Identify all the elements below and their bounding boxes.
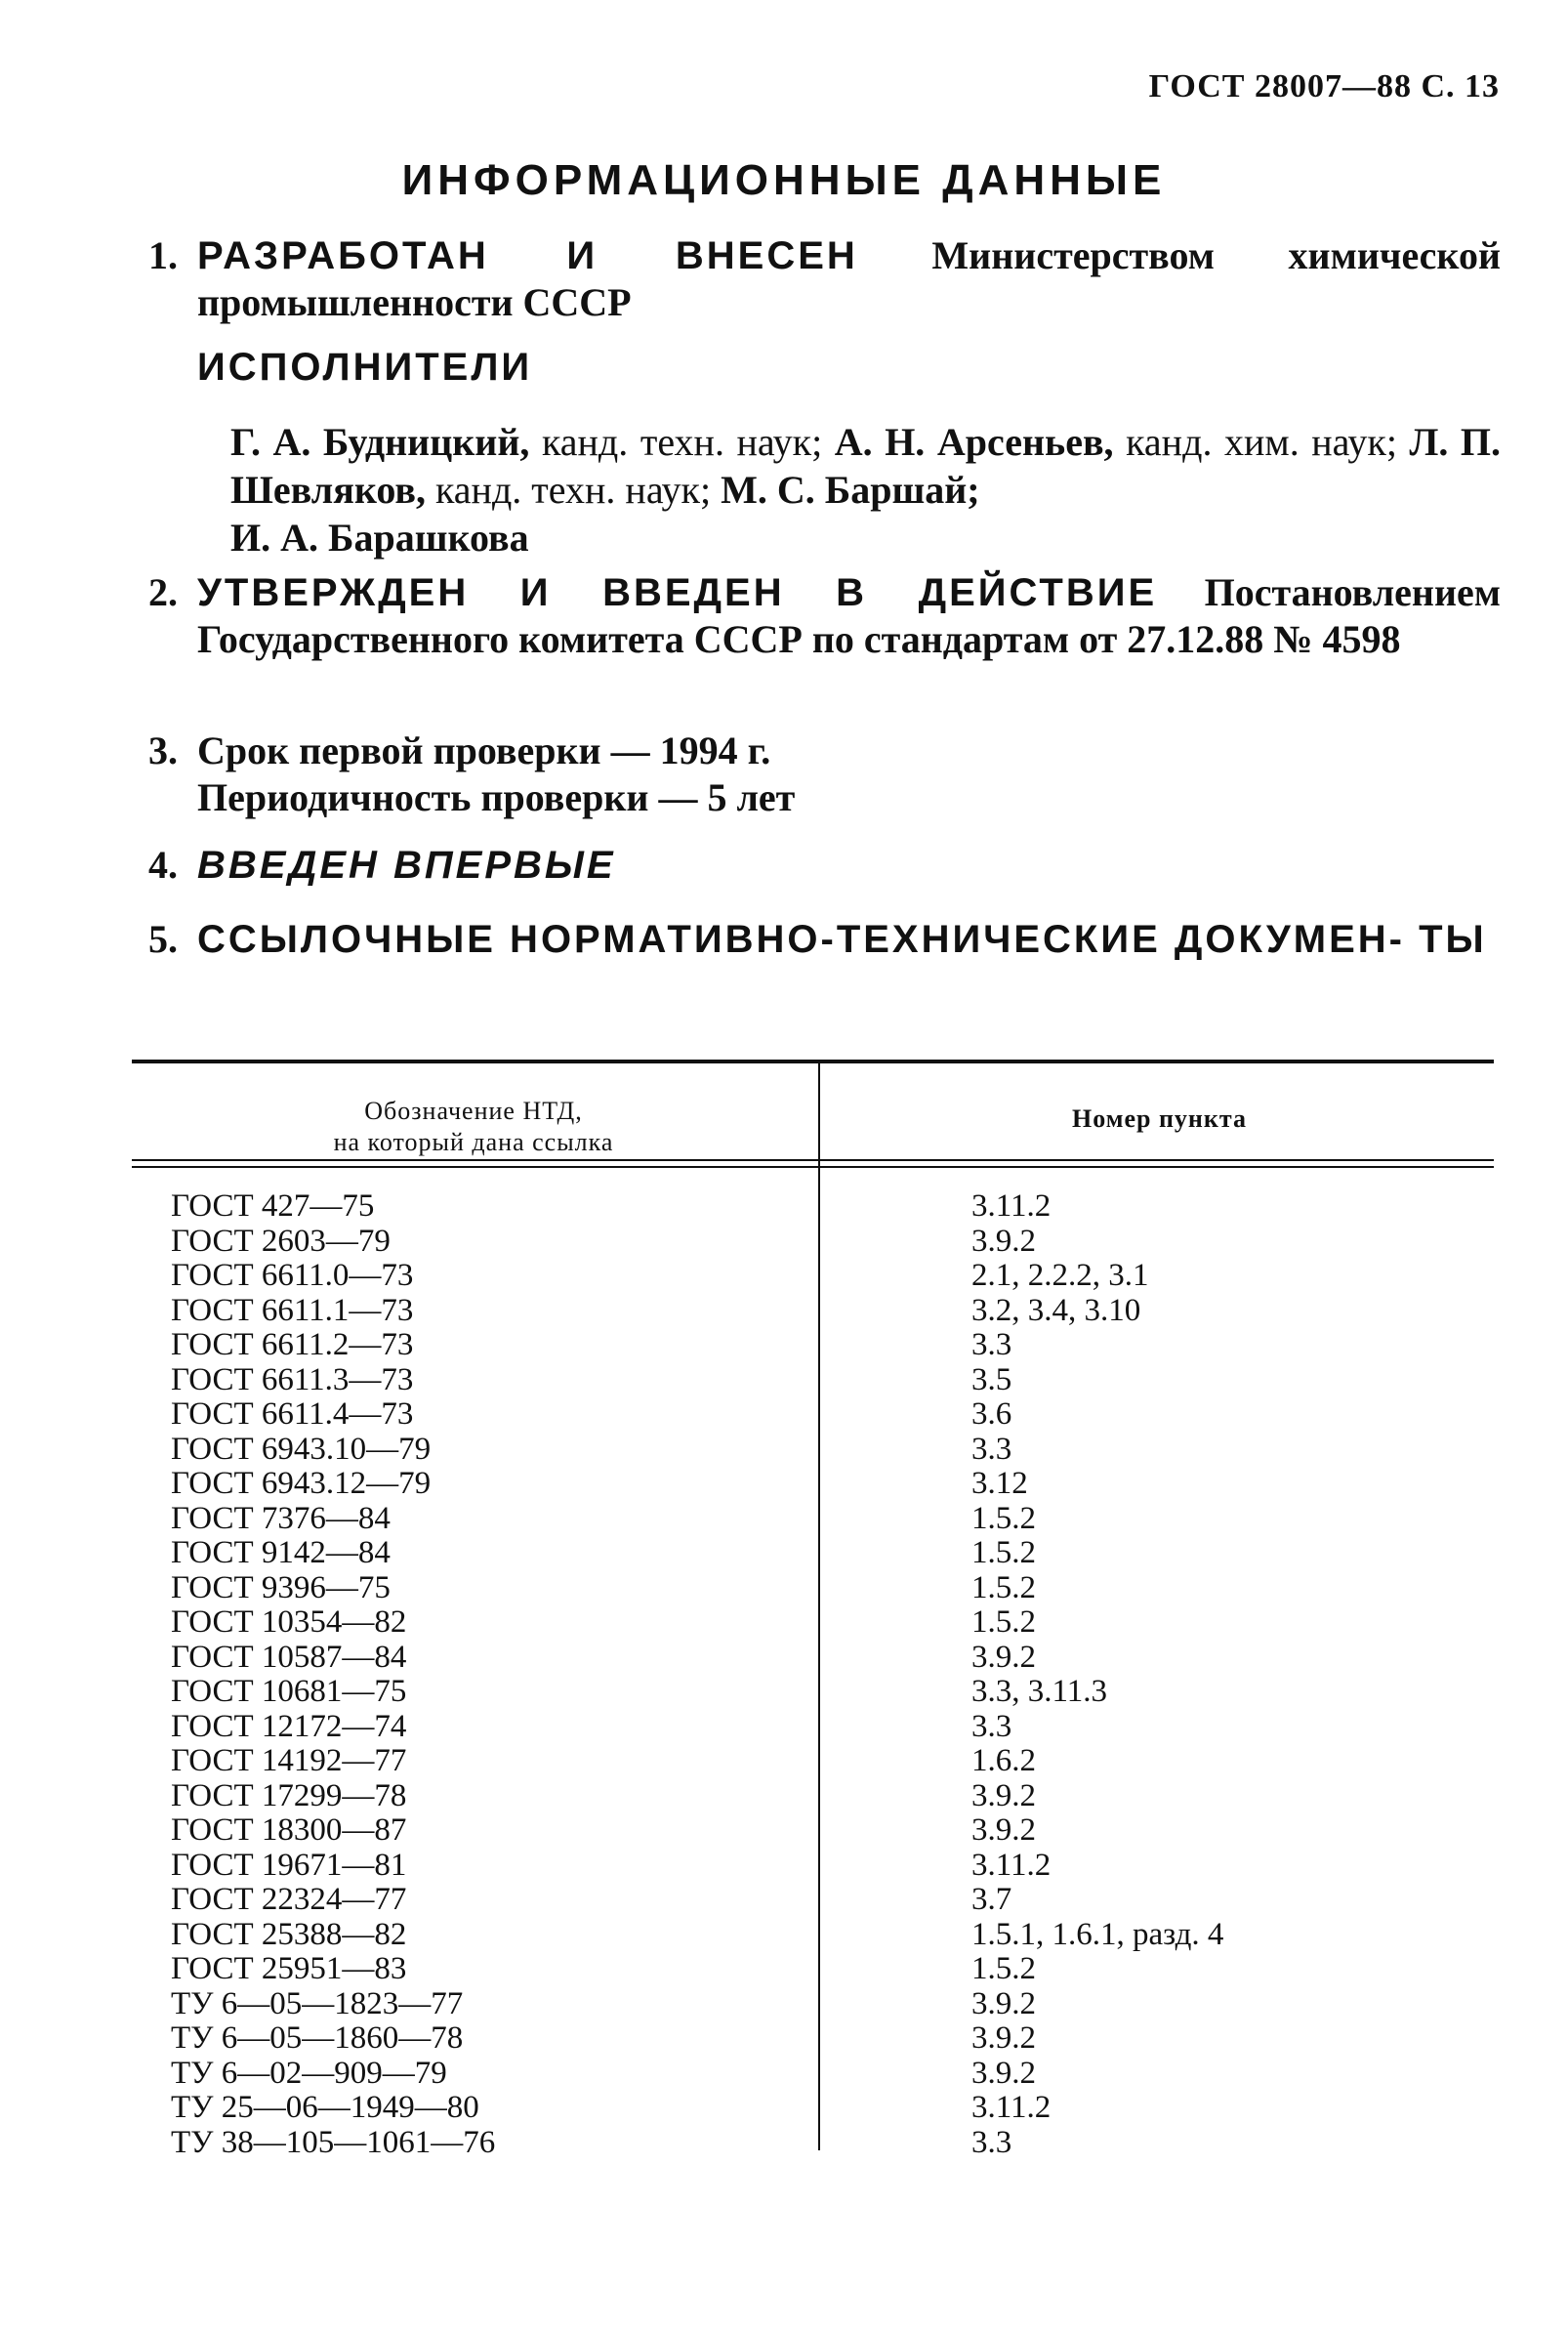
table-row-document: ГОСТ 10587—84 xyxy=(171,1639,407,1675)
table-row-document: ГОСТ 19671—81 xyxy=(171,1847,407,1883)
table-header-document-line-2: на который дана ссылка xyxy=(333,1128,614,1156)
table-row-item: 3.3 xyxy=(971,1327,1012,1362)
table-row-document: ГОСТ 6611.0—73 xyxy=(171,1258,414,1293)
table-row-document: ГОСТ 25388—82 xyxy=(171,1916,407,1952)
table-row-document: ГОСТ 10354—82 xyxy=(171,1604,407,1640)
table-row-item: 3.9.2 xyxy=(971,2055,1036,2091)
table-row-item: 3.9.2 xyxy=(971,1639,1036,1675)
section-2-text xyxy=(197,569,1501,663)
executor-2-name: А. Н. Арсеньев, xyxy=(834,420,1114,464)
executors-list xyxy=(230,418,1501,562)
section-1-number: 1. xyxy=(148,233,178,277)
table-row-document: ГОСТ 6943.10—79 xyxy=(171,1431,432,1467)
section-5-text: ССЫЛОЧНЫЕ НОРМАТИВНО-ТЕХНИЧЕСКИЕ ДОКУМЕН- ТЫ xyxy=(197,918,1487,961)
table-row-item: 3.11.2 xyxy=(971,1188,1052,1224)
section-3-number: 3. xyxy=(148,728,178,772)
section-2-body: Постановлением Государственного комитета СССР по стандартам от 27.12.88 № 4598 xyxy=(197,570,1502,661)
table-row-item: 3.2, 3.4, 3.10 xyxy=(971,1292,1141,1328)
section-4-number: 4. xyxy=(148,843,178,887)
table-row-item: 3.3 xyxy=(971,2124,1012,2160)
executor-4-name: М. С. Баршай; xyxy=(721,468,980,512)
section-2-caps: УТВЕРЖДЕН И ВВЕДЕН В ДЕЙСТВИЕ xyxy=(197,571,1158,614)
table-row-item: 3.3, 3.11.3 xyxy=(971,1674,1108,1709)
table-column-items xyxy=(971,1189,1223,2160)
executors-heading: ИСПОЛНИТЕЛИ xyxy=(197,346,533,389)
table-row-document: ГОСТ 18300—87 xyxy=(171,1812,407,1848)
table-row-item: 3.9.2 xyxy=(971,1777,1036,1813)
table-row-item: 1.6.2 xyxy=(971,1743,1036,1778)
table-header-rule-2 xyxy=(132,1166,1494,1168)
table-top-rule xyxy=(132,1060,1494,1063)
section-1-text xyxy=(197,232,1501,326)
table-row-document: ГОСТ 14192—77 xyxy=(171,1743,407,1778)
table-row-document: ГОСТ 9396—75 xyxy=(171,1569,391,1605)
table-row-item: 1.5.2 xyxy=(971,1569,1036,1605)
table-row-document: ТУ 38—105—1061—76 xyxy=(171,2124,496,2160)
section-3-text xyxy=(197,728,795,821)
table-row-document: ГОСТ 25951—83 xyxy=(171,1951,407,1986)
table-row-document: ГОСТ 9142—84 xyxy=(171,1535,391,1570)
section-2-number: 2. xyxy=(148,570,178,614)
table-row-document: ТУ 6—05—1860—78 xyxy=(171,2020,464,2056)
table-row-document: ГОСТ 6611.4—73 xyxy=(171,1396,414,1432)
table-row-document: ГОСТ 427—75 xyxy=(171,1188,375,1224)
table-row-document: ГОСТ 6611.3—73 xyxy=(171,1361,414,1397)
table-row-item: 3.12 xyxy=(971,1466,1028,1501)
table-row-item: 3.6 xyxy=(971,1396,1012,1432)
executor-1-degree: канд. техн. наук; xyxy=(529,420,835,464)
table-header-document xyxy=(137,1096,810,1158)
executor-2-degree: канд. хим. наук; xyxy=(1113,420,1410,464)
table-row-document: ГОСТ 10681—75 xyxy=(171,1674,407,1709)
running-header: ГОСТ 28007—88 С. 13 xyxy=(1148,68,1500,104)
table-row-item: 3.9.2 xyxy=(971,2020,1036,2056)
section-1-body: Министерством химической промышленности СССР xyxy=(197,233,1501,324)
table-row-item: 3.11.2 xyxy=(971,2090,1052,2125)
table-column-divider xyxy=(818,1063,820,2150)
table-row-item: 3.9.2 xyxy=(971,1985,1036,2021)
table-row-item: 3.7 xyxy=(971,1882,1012,1917)
executor-3-name: Л. П. Шевляков, xyxy=(230,420,1501,512)
table-row-item: 1.5.2 xyxy=(971,1500,1036,1536)
section-1-caps: РАЗРАБОТАН И ВНЕСЕН xyxy=(197,234,858,277)
section-3-line-1: Срок первой проверки — 1994 г. xyxy=(197,728,771,772)
page-title: ИНФОРМАЦИОННЫЕ ДАННЫЕ xyxy=(401,156,1167,204)
executor-1-name: Г. А. Будницкий, xyxy=(230,420,530,464)
executor-3-degree: канд. техн. наук; xyxy=(425,468,722,512)
table-row-item: 3.9.2 xyxy=(971,1223,1036,1259)
table-header-item: Номер пункта xyxy=(1072,1104,1247,1133)
table-row-document: ТУ 6—05—1823—77 xyxy=(171,1985,464,2021)
table-row-item: 3.5 xyxy=(971,1361,1012,1397)
table-row-document: ТУ 25—06—1949—80 xyxy=(171,2090,479,2125)
table-row-document: ГОСТ 6611.2—73 xyxy=(171,1327,414,1362)
section-4-text: ВВЕДЕН ВПЕРВЫЕ xyxy=(197,844,616,887)
table-row-document: ГОСТ 2603—79 xyxy=(171,1223,391,1259)
table-row-item: 1.5.2 xyxy=(971,1535,1036,1570)
table-row-item: 1.5.2 xyxy=(971,1951,1036,1986)
table-row-item: 1.5.1, 1.6.1, разд. 4 xyxy=(971,1916,1224,1952)
table-row-item: 3.9.2 xyxy=(971,1812,1036,1848)
table-row-item: 3.3 xyxy=(971,1431,1012,1467)
table-row-document: ГОСТ 7376—84 xyxy=(171,1500,391,1536)
section-5-number: 5. xyxy=(148,917,178,961)
table-row-item: 3.11.2 xyxy=(971,1847,1052,1883)
table-row-document: ГОСТ 12172—74 xyxy=(171,1708,407,1744)
table-row-item: 3.3 xyxy=(971,1708,1012,1744)
table-row-document: ГОСТ 17299—78 xyxy=(171,1777,407,1813)
table-row-item: 2.1, 2.2.2, 3.1 xyxy=(971,1258,1149,1293)
table-header-document-line-1: Обозначение НТД, xyxy=(364,1097,583,1125)
table-row-document: ГОСТ 6611.1—73 xyxy=(171,1292,414,1328)
table-row-document: ТУ 6—02—909—79 xyxy=(171,2055,447,2091)
executor-5-name: И. А. Барашкова xyxy=(230,516,529,560)
table-row-document: ГОСТ 6943.12—79 xyxy=(171,1466,432,1501)
table-row-document: ГОСТ 22324—77 xyxy=(171,1882,407,1917)
table-column-documents xyxy=(171,1189,495,2160)
table-row-item: 1.5.2 xyxy=(971,1604,1036,1640)
section-3-line-2: Периодичность проверки — 5 лет xyxy=(197,775,796,819)
table-header-rule-1 xyxy=(132,1159,1494,1161)
